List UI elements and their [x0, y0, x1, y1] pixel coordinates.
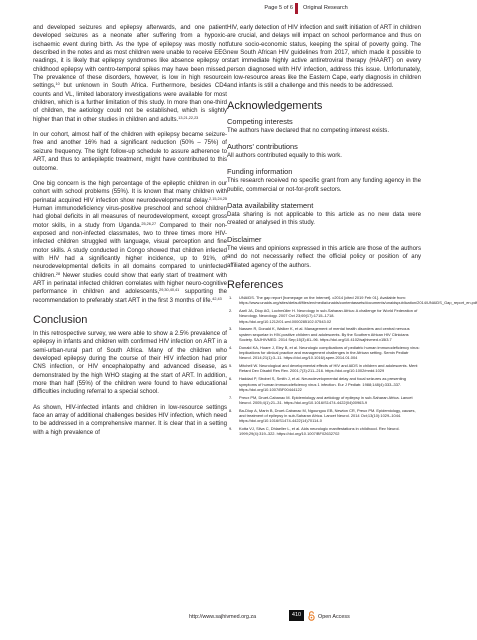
funding-heading: Funding information	[227, 167, 293, 177]
funding-text: This research received no specific grant from any funding agency in the public, commercial or not-for-profit sectors.	[227, 178, 421, 193]
authors-contributions-text: All authors contributed equally to this work.	[227, 153, 342, 160]
page-footer	[0, 610, 453, 630]
paragraph: One big concern is the high percentage of the epileptic children in our cohort with school problems (55%). It is known that many children with perinatal acquired HIV infection show neurodevelopmental delay.$^{2,15,24,25}$ Human immunodeficiency virus-positive preschool and school children had global deficits in all measures of neurodevelopment, except gross motor skills, in a study from Uganda.$^{25,26,27}$ Compared to their non-exposed and non-infected classmates, two to three times more HIV-infected children struggled with language, visual perception and fine motor skills. A study conducted in Congo showed that children infected with HIV had a significantly higher incidence, up to 91%, of neurodevelopmental deficits in all domains compared to uninfected children.$^{28}$ Newer studies could show that early start of treatment with ART in perinatal infected children correlates with higher neuro-cognitive performance in children and adolescents,$^{29,30,40,41}$ supporting the recommendation to preferably start ART in the first 3 months of life.$^{42,43}$	[33, 180, 227, 304]
conclusion-heading: Conclusion	[33, 314, 88, 326]
paragraph: In our cohort, almost half of the children with epilepsy became seizure-free and another 16% had a significant reduction (50% – 75%) of seizure frequency. The tight follow-up schedule to assure adherence to ART, and thus to antiepileptic treatment, might have contributed to this outcome.	[33, 132, 227, 172]
left-column	[33, 24, 227, 444]
right-column	[227, 24, 477, 439]
reference-item: 1. UNAIDS. The gap report [homepage on the Internet]. c2014 [cited 2019 Feb 01]. Available from: https://www.unaids.org/sites/default/files/en/media/unaids/contentassets/documents/unaidspublication/2014/UNAIDS_Gap_report_en.pdf	[229, 294, 477, 306]
section-label: Original Research	[303, 5, 348, 11]
reference-item: 2. Aarli JA, Diop AG, Lochmüller H. Neurology in sub-Saharan Africa: A challenge for World Federation of Neurology. Neurology. 2007 Oct 23;69(17):1715–1718. https://doi.org/10.1212/01.wnl.0000285102.07543.02	[229, 307, 418, 324]
disclaimer-heading: Disclaimer	[227, 234, 262, 244]
open-access-lock-icon	[308, 611, 315, 621]
paragraph: and developed seizures and epilepsy afterwards, and one patient developed seizures as a neonate after suffering from a hypoxic-ischaemic event during birth. As the type of epilepsy was mostly not described in the notes and as most children were unable to receive EEG readings, it is likely that epilepsy syndromes like absence epilepsy or childhood epilepsy with centro-temporal spikes may have been missed. The prevalence of these disorders, however, is low in high resource settings,$^{10}$ but unknown in South Africa. Furthermore, besides CD4 counts and VL, limited laboratory investigations were available for most children, which is a further limitation of this study. In more than one-third of children, the aetiology could not be established, which is slightly higher than that in other studies in children and adults.$^{13,21,22,23}$	[33, 25, 227, 123]
journal-url-link[interactable]: http://www.sajhivmed.org.za	[189, 614, 257, 620]
authors-contributions-heading: Authors' contributions	[227, 142, 298, 152]
reference-item: 6. Haddad P, Strobel S, Smith J, et al. Neurodevelopmental delay and focal seizures as presenting symptoms of human immunodeficiency virus 1 infection. Eur J Pediatr. 1988;148(4):333–337. https://doi.org/10.1007/BF00444122	[229, 376, 406, 392]
page-number: 410	[289, 610, 304, 621]
competing-interests-heading: Competing interests	[227, 116, 293, 126]
reference-list	[227, 294, 477, 437]
paragraph: HIV, early detection of HIV infection and swift initiation of ART in children are crucial, and delays will impact on school performance and thus on future socio-economic status, keeping the spiral of poverty going. The new South African HIV guidelines from 2017, which made it possible to start immediate highly active antiretroviral therapy (HAART) on every person diagnosed with HIV infection, address this issue. Unfortunately, in low-resource areas like the Eastern Cape, early diagnosis in children and infants is still a challenge and this needs to be addressed.	[227, 25, 421, 90]
references-heading: References	[227, 278, 284, 291]
reference-item: 3. Nassen R, Donald K, Walker K, et al. Management of mental health disorders and central nervous system sequelae in HIV-positive children and adolescents. By the Southern African HIV Clinicians Society. SAJHIVMED. 2014 Sep;15(3):81–96. https://doi.org/10.4102/sajhivmed.v15i3.7	[229, 326, 410, 342]
reference-item: 8. Ba-Diop A, Marin B, Druet-Cabanac M, Ngoungou EB, Newton CR, Preux PM. Epidemiology, causes, and treatment of epilepsy in sub-Saharan Africa. Lancet Neurol. 2014 Oct;13(10):1029–1044. https://doi.org/10.1016/S1474-4422(14)70114-0	[229, 407, 416, 424]
reference-item: 7. Preux PM, Druet-Cabanac M. Epidemiology and aetiology of epilepsy in sub-Saharan Africa. Lancet Neurol. 2005;4(1):21–31. https://doi.org/10.1016/S1474-4422(04)00963-9	[229, 394, 413, 405]
reference-item: 4. Donald KA, Hoare J, Eley B, et al. Neurologic complications of pediatric human immunodeficiency virus: Implications for clinical practice and management challenges in the African setting. Semin Pediatr Neurol. 2014;21(1):3–11. https://doi.org/10.1016/j.spen.2014.01.004	[229, 344, 420, 361]
competing-interests-text: The authors have declared that no competing interest exists.	[227, 127, 390, 134]
page-label: Page 5 of 6	[264, 5, 293, 11]
page-header	[0, 0, 453, 20]
paragraph: As shown, HIV-infected infants and children in low-resource settings face an array of additional challenges besides HIV infection, which need to be addressed in a comprehensive manner. It is clear that in a setting with a high prevalence of	[33, 404, 227, 436]
reference-item: 9. Kotta VJ, Silva C, Dhlaeller L, et al. Aids neurologic manifestations in childhood. Rev Neurol. 1999;29(4):319–322. https://doi.org/10.1007/BF02632702	[229, 426, 400, 437]
acknowledgements-heading: Acknowledgements	[227, 99, 323, 112]
data-availability-text: Data sharing is not applicable to this article as no new data were created or analysed in this study.	[227, 212, 421, 227]
open-access-label: Open Access	[318, 614, 350, 620]
reference-item: 5. Mitchell W. Neurological and developmental effects of HIV and AIDS in children and adolescents. Ment Retard Dev Disabil Res Rev. 2001;7(3):211–216. https://doi.org/10.1002/mrdd.1029	[229, 363, 418, 374]
header-accent-bar	[295, 3, 298, 14]
paragraph: In this retrospective survey, we were able to show a 2.5% prevalence of epilepsy in infants and children with confirmed HIV infection on ART in a semi-urban-rural part of South Africa. Many of the children who developed epilepsy during the course of their HIV infection had prior CNS infection, or HIV encephalopathy and advanced disease, as demonstrated by the high WHO staging at the start of ART. In addition, more than half (55%) of the children were found to have educational difficulties including referral to a special school.	[33, 331, 227, 396]
disclaimer-text: The views and opinions expressed in this article are those of the authors and do not necessarily reflect the official policy or position of any affiliated agency of the authors.	[227, 245, 421, 269]
data-availability-heading: Data availability statement	[227, 201, 314, 211]
